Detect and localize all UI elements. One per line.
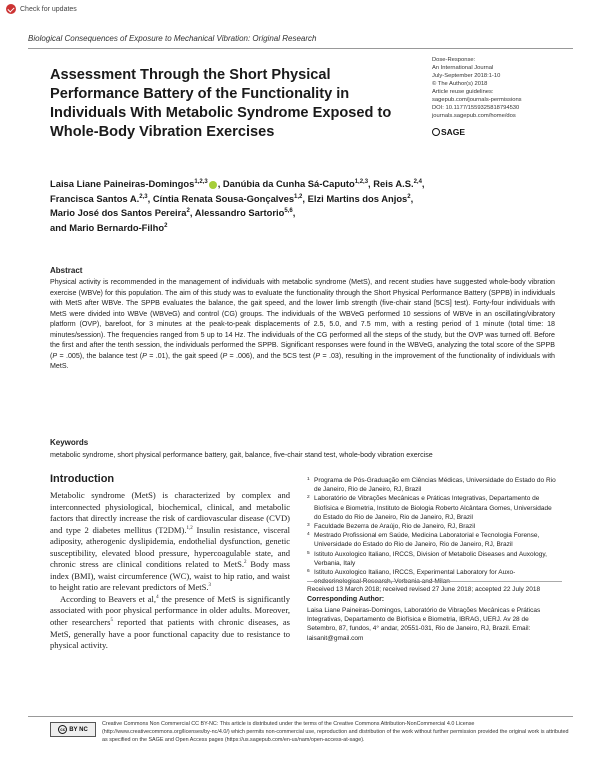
author-name: Cíntia Renata Sousa-Gonçalves	[152, 192, 295, 204]
orcid-icon[interactable]	[209, 181, 217, 189]
affiliation-text: Mestrado Profissional em Saúde, Medicina Laboratorial e Tecnologia Forense, Universidade do Estado do Rio de Janeiro, Rio de Janeiro, RJ, Brazil	[314, 532, 540, 549]
affiliation-text: Istituto Auxologico Italiano, IRCCS, Division of Metabolic Diseases and Auxology, Verbania, Italy	[314, 550, 547, 567]
affiliation-text: Laboratório de Vibrações Mecânicas e Práticas Integrativas, Departamento de Biofísica e Biometria, Instituto de Biologia Roberto Alcântara Gomes, Universidade do Estado do Rio de Janeiro, Rio de Janeiro, RJ, Brazil	[314, 495, 552, 521]
affiliation-item	[307, 494, 557, 522]
citation-ref[interactable]: 2	[243, 560, 247, 566]
author-list: Laisa Liane Paineiras-Domingos$^{1,2,3}$ , Danúbia da Cunha Sá-Caputo$^{1,2,3}$, Reis A.S.$^{2,4}$, Francisca Santos A.$^{2,3}$, Cíntia Renata Sousa-Gonçalves$^{1,2}$, Elzi Martins dos Anjos$^2$, Mario José dos Santos Pereira$^2$, Alessandro Sartorio$^{5,6}$, and Mario Bernardo-Filho$^2$	[50, 178, 425, 233]
sage-logo-icon	[432, 128, 440, 136]
author-affil: 2,4	[413, 178, 422, 185]
author-affil: 1,2	[294, 193, 303, 200]
intro-text: Insulin resistance, visceral adiposity, atherogenic dyslipidemia, endothelial dysfunction, genetic susceptibility, elevated blood pressure, hypercoagulable state, and chronic stress are clinical conditions related to MetS.	[50, 524, 290, 570]
intro-paragraph	[50, 594, 290, 652]
author-name: Laisa Liane Paineiras-Domingos	[50, 178, 195, 189]
sage-logo	[432, 127, 465, 137]
author-connector: and	[50, 221, 67, 233]
license-divider	[28, 716, 573, 717]
check-updates-label: Check for updates	[20, 5, 77, 13]
p-symbol: P	[142, 351, 147, 360]
abstract-segment: = .006), and the 5CS test (	[227, 351, 316, 360]
intro-paragraph	[50, 490, 290, 594]
journal-info-line: © The Author(s) 2018	[432, 81, 488, 87]
affiliations	[307, 476, 557, 586]
p-symbol: P	[315, 351, 321, 360]
author-affil: 1,2,3	[194, 178, 208, 185]
intro-text: the presence of MetS is significantly associated with poor physical performance in older adults. Moreover, other researchers	[50, 593, 290, 628]
abstract-segment: = .01), the gait speed (	[146, 351, 223, 360]
corresponding-author-text: Laisa Liane Paineiras-Domingos, Laboratório de Vibrações Mecânicas e Práticas Integrativas, Departamento de Biofísica e Biometria, IBRAG, UERJ. Av 28 de Setembro, 87, fundos, 4° andar, 20551-031, Rio de Janeiro, RJ, Brazil. Email: laisanit@gmail.com	[307, 607, 541, 642]
citation-ref[interactable]: 1,2	[186, 525, 193, 531]
license-text: Creative Commons Non Commercial CC BY-NC: This article is distributed under the terms of the Creative Commons Attribution-NonCommercial 4.0 License (http://www.creativecommons.org/licenses/by-nc/4.0/) which permits non-commercial use, reproduction and distribution of the work without further permission provided the original work is attributed as specified on the SAGE and Open Access pages (https://us.sagepub.com/en-us/nam/open-access-at-sage).	[102, 721, 569, 743]
affiliation-number: 3	[307, 523, 310, 529]
header-divider	[28, 48, 573, 49]
author-name: Danúbia da Cunha Sá-Caputo	[222, 178, 355, 189]
cc-license-badge[interactable]	[50, 722, 96, 737]
journal-info-line: Dose-Response:	[432, 57, 476, 63]
affiliation-item	[307, 531, 557, 549]
author-name: Elzi Martins dos Anjos	[307, 192, 408, 204]
author-affil: 2	[186, 208, 190, 215]
author-affil: 1,2,3	[354, 178, 369, 185]
citation-ref[interactable]: 4	[156, 595, 159, 601]
author-affil: 2	[164, 222, 168, 229]
author-name: Mario José dos Santos Pereira	[50, 207, 187, 219]
keywords-heading: Keywords	[50, 438, 89, 447]
author-affil: 2,3	[139, 193, 148, 200]
intro-text: According to Beavers et al,	[60, 593, 157, 604]
affiliation-number: 6	[307, 569, 310, 575]
intro-text: reported that patients with chronic diseases, as MetS, generally have a poor functional capacity due to resistance to physical activity.	[50, 617, 290, 651]
author-name: Alessandro Sartorio	[194, 207, 285, 219]
affiliation-text: Istituto Auxologico Italiano, IRCCS, Experimental Laboratory for Auxo-endocrinological Research, Verbania and Milan	[314, 569, 516, 586]
affiliation-number: 4	[307, 532, 310, 538]
received-dates: Received 13 March 2018; received revised 27 June 2018; accepted 22 July 2018	[307, 581, 562, 594]
abstract-segment: = .005), the balance test (	[57, 351, 143, 360]
affiliation-text: Faculdade Bezerra de Araújo, Rio de Janeiro, RJ, Brazil	[314, 523, 476, 531]
affiliation-item	[307, 476, 557, 494]
journal-info-line: Article reuse guidelines:	[432, 89, 494, 95]
introduction-heading: Introduction	[50, 473, 115, 485]
abstract-heading: Abstract	[50, 266, 83, 275]
affiliation-item	[307, 522, 557, 531]
journal-info	[432, 56, 577, 120]
journal-info-line[interactable]: sagepub.com/journals-permissions	[432, 97, 522, 103]
affiliation-number: 2	[307, 495, 310, 501]
author-name: Francisca Santos A.	[50, 192, 140, 204]
introduction-body	[50, 490, 290, 652]
journal-info-line: An International Journal	[432, 65, 494, 71]
author-name: Reis A.S.	[373, 178, 414, 189]
citation-ref[interactable]: 5	[110, 618, 113, 624]
license-badge-label: BY NC	[69, 726, 88, 733]
corresponding-author-heading: Corresponding Author:	[307, 596, 385, 603]
citation-ref[interactable]: 3	[208, 583, 212, 589]
check-for-updates-badge[interactable]	[6, 4, 77, 14]
abstract-segment: = .03), resulting in the improvement of the functionality of individuals with MetS.	[50, 351, 555, 370]
keywords-text: metabolic syndrome, short physical performance battery, gait, balance, five-chair stand test, whole-body vibration exercise	[50, 451, 433, 459]
affiliation-item	[307, 550, 557, 568]
p-symbol: P	[222, 351, 228, 360]
article-title: Assessment Through the Short Physical Performance Battery of the Functionality in Individuals With Metabolic Syndrome Exposed to Whole-Body Vibration Exercises	[50, 67, 392, 140]
p-symbol: P	[52, 351, 58, 360]
intro-text: Metabolic syndrome (MetS) is characterized by complex and interconnected physiological, biochemical, clinical, and metabolic factors that directly increase the risk of cardiovascular disease (CVD) and type 2 diabetes mellitus (T2DM).	[50, 490, 290, 535]
affiliation-number: 1	[307, 477, 310, 482]
author-name: Mario Bernardo-Filho	[69, 221, 165, 233]
check-updates-icon	[6, 4, 16, 14]
running-head: Biological Consequences of Exposure to Mechanical Vibration: Original Research	[28, 34, 317, 43]
publisher-name: SAGE	[441, 127, 466, 137]
affiliation-number: 5	[307, 550, 310, 556]
journal-info-line[interactable]: DOI: 10.1177/1559325818794530	[432, 105, 520, 111]
abstract-segment: Physical activity is recommended in the management of individuals with metabolic syndrome (MetS), and recent studies have suggested whole-body vibration exercise (WBVe) for this population. The aim of this study was to evaluate the functionality through the Short Physical Performance Battery (SPPB) in individuals with MetS after WBVe. The SPPB evaluates the balance, the gait speed, and the lower limb strength (five-chair stand [5CS] test). Forty-four individuals with MetS were divided into WBVe (WBVeG) and control (CG) groups. The individuals of the WBVeG performed 10 sessions of WBVe in an oscillating/vibratory platform (OVP), barefoot, for 3 minutes at the peak-to-peak displacements of 2.5, 5.0, and 7.5 mm, with a resting period of 1 minute (total time: 18 minutes/session). The frequencies ranged from 5 up to 14 Hz. The individuals of the CG performed all the steps of the study, but the OVP was turned off. Before the first and after the tenth session, the individuals performed the SPPB. Significant responses were found in the WBVeG, analyzing the total score of the SPPB (	[50, 278, 555, 360]
journal-info-line: July-September 2018:1-10	[432, 73, 501, 79]
abstract-text	[50, 277, 555, 372]
affiliation-text: Programa de Pós-Graduação em Ciências Médicas, Universidade do Estado do Rio de Janeiro, Rio de Janeiro, RJ, Brazil	[314, 477, 556, 494]
intro-text: Body mass index (BMI), waist circumference (WC), waist to hip ratio, and waist to height ratio are relevant predictors of MetS.	[50, 559, 290, 593]
author-affil: 5,6	[284, 208, 293, 215]
journal-info-line[interactable]: journals.sagepub.com/home/dos	[432, 113, 516, 119]
cc-icon: cc	[60, 727, 66, 732]
author-affil: 2	[407, 193, 411, 200]
